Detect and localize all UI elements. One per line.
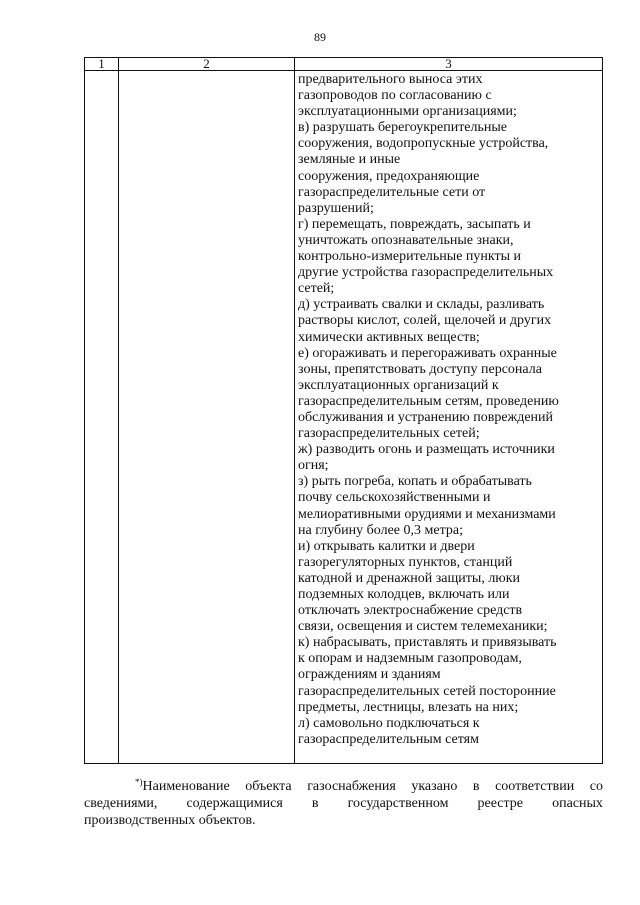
footnote-word: опасных [552,796,603,811]
text-line: з) рыть погреба, копать и обрабатывать [298,474,532,490]
text-line: другие устройства газораспределительных [298,265,554,281]
text-line: обслуживания и устранению повреждений [298,409,554,425]
text-line: уничтожать опознавательные знаки, [298,232,514,248]
footnote-word: в [311,796,319,811]
text-line: газопроводов по согласованию с [298,88,492,104]
text-line: на глубину более 0,3 метра; [298,522,463,538]
text-line: контрольно-измерительные пункты и [298,249,522,265]
text-line: л) самовольно подключаться к [298,715,480,731]
footnote [84,778,603,829]
text-line: химически активных веществ; [298,329,480,345]
text-line: ж) разводить огонь и размещать источники [298,442,555,458]
text-line: катодной и дренажной защиты, люки [298,570,521,586]
text-line: е) огораживать и перегораживать охранные [298,345,557,361]
text-line: газораспределительных сетей посторонние [298,683,556,699]
header-cell-1: 1 [98,56,105,71]
text-line: газораспределительные сети от [298,184,486,200]
text-line: газорегуляторных пунктов, станций [298,554,513,570]
text-line: ограждениям и зданиям [298,667,441,683]
text-line: газораспределительным сетям [298,731,479,747]
text-line: земляные и иные [298,152,401,168]
page-number: 89 [314,30,326,44]
footnote-marker: *) [135,777,143,787]
footnote-word: содержащимися [186,796,283,811]
text-line: зоны, препятствовать доступу персонала [298,361,542,377]
text-line: в) разрушать берегоукрепительные [298,120,508,136]
text-line: огня; [298,458,329,474]
text-line: мелиоративными орудиями и механизмами [298,506,556,522]
footnote-line-3: производственных объектов. [84,813,256,828]
text-line: эксплуатационных организаций к [298,377,499,393]
footnote-word: сведениями, [84,796,158,811]
footnote-word: газоснабжения [307,779,396,794]
text-line: связи, освещения и систем телемеханики; [298,619,548,635]
text-line: предметы, лестницы, влезать на них; [298,699,519,715]
footnote-word-text: Наименование [142,779,230,794]
text-line: почву сельскохозяйственными и [298,490,491,506]
text-line: к) набрасывать, приставлять и привязывать [298,635,557,651]
header-cell-2: 2 [203,56,210,71]
text-line: отключать электроснабжение средств [298,603,523,619]
text-line: сетей; [298,281,335,297]
text-line: газораспределительным сетям, проведению [298,393,559,409]
text-line: растворы кислот, солей, щелочей и других [298,313,552,329]
footnote-word: соответствии [495,779,575,794]
column-divider [294,58,295,763]
document-table [84,57,603,764]
footnote-word: государственном [347,796,449,811]
text-line: к опорам и надземным газопроводам, [298,651,522,667]
text-line: д) устраивать свалки и склады, разливать [298,297,545,313]
footnote-word: в [472,779,480,794]
footnote-word: со [589,779,603,794]
footnote-line-1 [84,778,603,795]
footnote-word [135,778,230,795]
text-line: г) перемещать, повреждать, засыпать и [298,216,531,232]
text-line: предварительного выноса этих [298,72,483,87]
text-line: разрушений; [298,200,374,216]
table-header-row [85,58,602,71]
column-divider [118,58,119,763]
text-line: и) открывать калитки и двери [298,538,475,554]
text-line: сооружения, водопропускные устройства, [298,136,549,152]
text-line: эксплуатационными организациями; [298,104,517,120]
column-3-text [298,72,598,748]
footnote-word: указано [411,779,458,794]
footnote-word: объекта [245,779,292,794]
footnote-line-2 [84,795,603,812]
text-line: газораспределительных сетей; [298,426,480,442]
text-line: сооружения, предохраняющие [298,168,480,184]
footnote-word: реестре [477,796,524,811]
text-line: подземных колодцев, включать или [298,587,510,602]
header-cell-3: 3 [445,56,452,71]
